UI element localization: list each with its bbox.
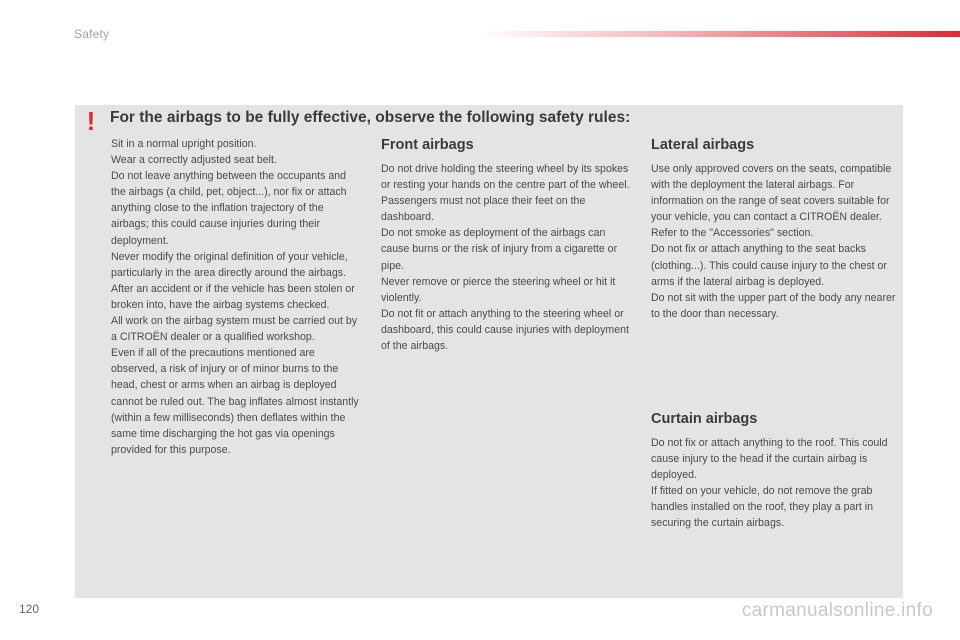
rule-paragraph: If fitted on your vehicle, do not remove the grab handles installed on the roof, they play a part in securing the curtain airbags. [651, 485, 874, 530]
rule-paragraph: Do not leave anything between the occupants and the airbags (a child, pet, object...), nor fix or attach anything close to the inflation trajectory of the airbags; this could cause injuries during their deployment. [111, 170, 347, 247]
rule-paragraph: Even if all of the precautions mentioned are observed, a risk of injury or of minor burns to the head, chest or arms when an airbag is deployed cannot be ruled out. The bag inflates almost instantly (within a few milliseconds) then deflates within the same time discharging the hot gas via openings provided for this purpose. [111, 347, 359, 456]
rule-paragraph: Refer to the "Accessories" section. [651, 227, 814, 240]
section-header: Safety [74, 27, 110, 41]
watermark: carmanualsonline.info [741, 600, 933, 621]
rule-paragraph: Do not fix or attach anything to the roof. This could cause injury to the head if the curtain airbag is deployed. [651, 437, 888, 482]
exclamation-mark-icon: ! [86, 106, 96, 136]
rule-paragraph: Never modify the original definition of your vehicle, particularly in the area directly around the airbags. [111, 250, 348, 279]
rule-paragraph: After an accident or if the vehicle has been stolen or broken into, have the airbag systems checked. [111, 282, 355, 311]
rule-paragraph: All work on the airbag system must be carried out by a CITROËN dealer or a qualified workshop. [111, 315, 358, 344]
curtain-airbags-heading: Curtain airbags [651, 411, 758, 427]
rule-paragraph: Use only approved covers on the seats, compatible with the deployment the lateral airbags. For information on the range of seat covers suitable for your vehicle, you can contact a CITROËN dealer. [651, 163, 892, 224]
rule-paragraph: Sit in a normal upright position. [111, 138, 257, 150]
curtain-airbags-column [651, 435, 901, 532]
page-number: 120 [19, 602, 40, 616]
rule-paragraph: Passengers must not place their feet on the dashboard. [381, 195, 586, 224]
lateral-airbags-heading: Lateral airbags [651, 137, 755, 153]
rule-paragraph: Wear a correctly adjusted seat belt. [111, 154, 277, 167]
header-accent-bar [480, 31, 960, 37]
general-rules-column [111, 136, 361, 458]
lateral-airbags-column [651, 161, 901, 322]
front-airbags-heading: Front airbags [381, 137, 474, 153]
rule-paragraph: Do not sit with the upper part of the body any nearer to the door than necessary. [651, 291, 896, 320]
panel-title: For the airbags to be fully effective, observe the following safety rules: [110, 109, 631, 126]
rule-paragraph: Never remove or pierce the steering wheel or hit it violently. [381, 275, 616, 304]
rule-paragraph: Do not fit or attach anything to the steering wheel or dashboard, this could cause injuries with deployment of the airbags. [381, 307, 629, 353]
rule-paragraph: Do not drive holding the steering wheel by its spokes or resting your hands on the centre part of the wheel. [381, 163, 630, 192]
rule-paragraph: Do not fix or attach anything to the seat backs (clothing...). This could cause injury to the chest or arms if the lateral airbag is deployed. [651, 243, 887, 288]
rule-paragraph: Do not smoke as deployment of the airbags can cause burns or the risk of injury from a cigarette or pipe. [381, 227, 618, 272]
front-airbags-column [381, 161, 633, 354]
